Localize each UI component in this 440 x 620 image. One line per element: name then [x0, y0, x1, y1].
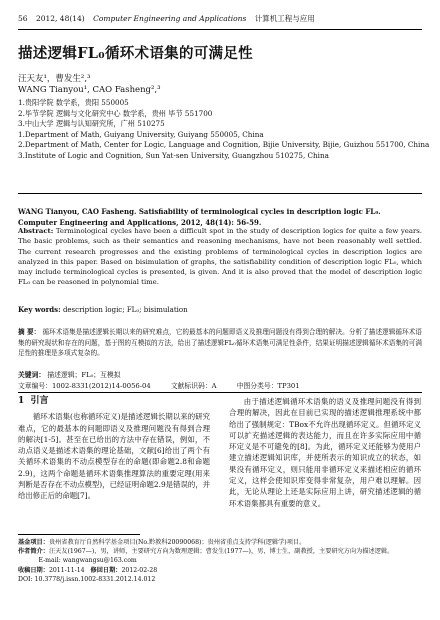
affiliation-cn-3: 3.中山大学 逻辑与认知研究所，广州 510275	[18, 119, 165, 128]
section-title: 引言	[30, 396, 49, 406]
journal-name-cn: 计算机工程与应用	[254, 14, 315, 23]
clc-number: 中图分类号：TP301	[236, 382, 300, 390]
affiliations	[18, 98, 430, 161]
citation: WANG Tianyou, CAO Fasheng. Satisfiability of terminological cycles in description logic FL₀. Computer Engineering and Applications, 2012, 48(14): 56-59.	[18, 207, 381, 227]
journal-name: Computer Engineering and Applications	[93, 14, 247, 23]
article-number: 文章编号：1002-8331(2012)14-0056-04	[18, 382, 151, 390]
running-header	[18, 13, 422, 27]
affiliation-cn-2: 2.毕节学院 逻辑与文化研究中心 数学系，贵州 毕节 551700	[18, 108, 213, 118]
abstract-text: Terminological cycles have been a difficult spot in the study of description logics for quite a few years. The basic problems, such as their semantics and reasoning mechanisms, have not been reasonably well settled. The current research progresses and the existing problems of terminological cycles in description logics are analyzed in this paper. Based on bisimulation of graphs, the satisfiability condition of description logic FL₀, which may include terminological cycles is presented, is given. And it is also proved that the model of description logic FL₀ can be reasoned in polynomial time.	[18, 227, 422, 287]
article-meta	[18, 380, 422, 390]
keywords-en	[18, 305, 422, 314]
footnotes	[18, 538, 422, 584]
cn-abstract-label: 摘 要：	[18, 328, 41, 336]
affiliation-rule	[18, 193, 422, 194]
affiliation-en-2: 2.Department of Math, Center for Logic, Language and Cognition, Bijie University, Bijie, Guizhou 551700, China	[18, 140, 430, 149]
paper-title: 描述逻辑FL₀循环术语集的可满足性	[18, 45, 253, 62]
doc-code: 文献标识码：A	[170, 382, 217, 390]
abstract-label: Abstract:	[18, 227, 54, 235]
authors-cn: 汪天友¹，曹发生²,³	[18, 74, 91, 84]
abstract-cn	[18, 327, 422, 359]
bio-note	[18, 547, 422, 556]
authors-en: WANG Tianyou¹, CAO Fasheng²,³	[18, 85, 161, 95]
body-paragraph: 由于描述逻辑循环术语集的语义及推理问题没有得到合理的解决，因此在目前已实现的描述逻辑推理系统中都给出了强制规定：TBox不允许出现循环定义。但循环定义可以扩充描述逻辑的表达能力，而且在许多实际应用中循环定义是不可避免的[8]。为此，循环定义还能够为使用户建立描述逻辑知识库，并使所表示的知识成立的状态，如果没有循环定义，则只能用非循环定义来描述相应的循环定义，这样会使知识库变得非常复杂，用户难以理解。因此，无论从理论上还是实际应用上讲，研究描述逻辑的循环术语集都具有重要的意义。	[229, 397, 421, 508]
body-paragraph: 循环术语集(也称循环定义)是描述逻辑长期以来的研究难点，它的最基本的问题即语义及推理问题没有得到合理的解决[1-5]。甚至在已给出的方法中存在错误，例如，不动点语义是描述术语集的理论基础，文献[6]给出了两个有关循环术语集的不动点模型存在的命题(即命题2.8和命题2.9)，这两个命题是循环术语集推理算法的重要定理(用来判断是否存在不动点模型)，已经证明命题2.9是错误的，并给出修正后的命题[7]。	[18, 412, 211, 501]
received-date: 2011-11-14	[48, 566, 85, 574]
fund-label: 基金项目：	[18, 539, 49, 546]
cn-keywords-text: 描述逻辑；FL₀；互模拟	[47, 371, 121, 379]
affiliation-en-3: 3.Institute of Logic and Cognition, Sun Yat-sen University, Guangzhou 510275, China	[18, 150, 329, 160]
doi-note: DOI: 10.3778/j.issn.1002-8331.2012.14.012	[18, 575, 156, 583]
body-column-right	[229, 396, 421, 509]
affiliation-cn-1: 1.贵阳学院 数学系，贵阳 550005	[18, 98, 129, 107]
email-note: E-mail: wangwangsu@163.com	[38, 557, 137, 565]
keywords-cn	[18, 369, 422, 379]
cn-abstract-text: 循环术语集是描述逻辑长期以来的研究难点，它的最基本的问题即语义及推理问题没有得到合理的解决。分析了描述逻辑循环术语集的研究现状和存在的问题，基于图的互模拟的方法，给出了描述逻辑FL₀循环术语集可满足性条件，结果证明描述逻辑循环术语集的可满足性的推理是多项式复杂的。	[18, 328, 423, 357]
section-number: 1	[18, 396, 25, 406]
bio-label: 作者简介：	[18, 548, 49, 556]
section-heading	[18, 396, 210, 407]
header-rule	[18, 29, 422, 30]
received-label: 收稿日期：	[18, 566, 49, 574]
page-number: 56	[18, 14, 28, 23]
issue-info: 2012, 48(14)	[35, 14, 85, 23]
fund-text: 贵州省教育厅自然科学基金项目(No.黔教科20090068)；贵州省重点支持学科(逻辑学)项目。	[48, 539, 306, 546]
footnote-rule	[18, 534, 140, 535]
dates-note	[18, 566, 422, 575]
cn-keywords-label: 关键词：	[18, 371, 46, 379]
meta-rule	[18, 392, 422, 393]
bio-text: 汪天友(1967—)，男，讲师，主要研究方向为数理逻辑；曹发生(1977—)，男，博士生，副教授，主要研究方向为描述逻辑。	[48, 548, 394, 556]
abstract-en	[18, 226, 422, 288]
fund-note	[18, 538, 422, 547]
keywords-text: description logic; FL₀; bisimulation	[62, 306, 188, 314]
revised-date: 2012-02-28	[121, 566, 158, 574]
affiliation-en-1: 1.Department of Math, Guiyang University, Guiyang 550005, China	[18, 129, 264, 139]
revised-label: 修回日期：	[90, 566, 122, 574]
body-column-left	[18, 396, 210, 502]
keywords-label: Key words:	[18, 305, 61, 314]
